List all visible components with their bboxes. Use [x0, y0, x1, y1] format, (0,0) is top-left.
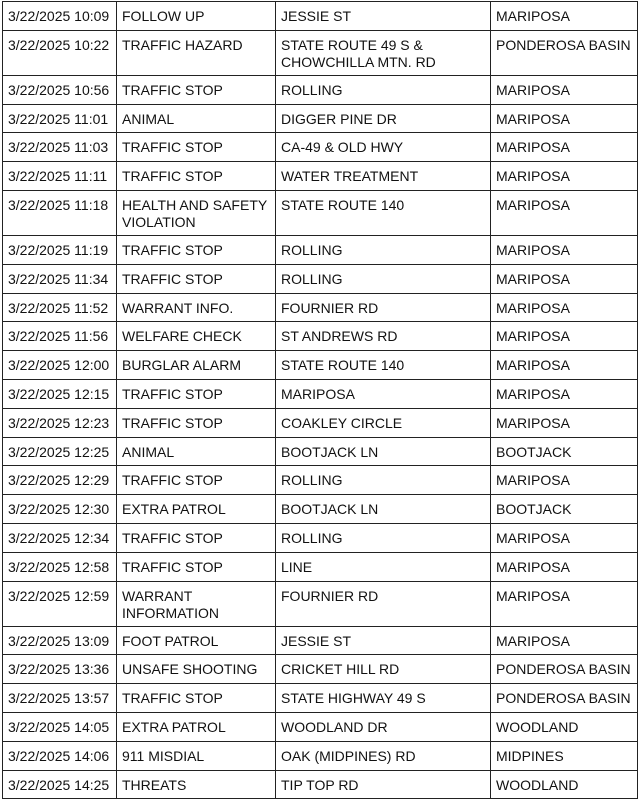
- area-cell: MARIPOSA: [491, 626, 638, 655]
- table-row: [3, 408, 638, 437]
- table-row: [3, 655, 638, 684]
- call-type-cell: 911 MISDIAL: [117, 741, 276, 770]
- datetime-cell: 3/22/2025 12:23: [3, 408, 117, 437]
- call-type-cell: BURGLAR ALARM: [117, 351, 276, 380]
- area-cell: MARIPOSA: [491, 351, 638, 380]
- call-type-cell: TRAFFIC STOP: [117, 684, 276, 713]
- area-cell: PONDEROSA BASIN: [491, 655, 638, 684]
- datetime-cell: 3/22/2025 12:29: [3, 466, 117, 495]
- location-cell: CRICKET HILL RD: [276, 655, 491, 684]
- datetime-cell: 3/22/2025 13:57: [3, 684, 117, 713]
- call-type-cell: TRAFFIC STOP: [117, 523, 276, 552]
- area-cell: WOODLAND: [491, 712, 638, 741]
- datetime-cell: 3/22/2025 11:03: [3, 133, 117, 162]
- table-row: [3, 495, 638, 524]
- call-type-cell: TRAFFIC STOP: [117, 379, 276, 408]
- location-cell: WOODLAND DR: [276, 712, 491, 741]
- area-cell: MARIPOSA: [491, 581, 638, 626]
- table-row: [3, 264, 638, 293]
- datetime-cell: 3/22/2025 11:34: [3, 264, 117, 293]
- area-cell: MARIPOSA: [491, 2, 638, 31]
- area-cell: MARIPOSA: [491, 235, 638, 264]
- table-row: [3, 741, 638, 770]
- table-row: [3, 235, 638, 264]
- call-type-cell: TRAFFIC STOP: [117, 466, 276, 495]
- table-row: [3, 351, 638, 380]
- table-row: [3, 30, 638, 75]
- call-type-cell: HEALTH AND SAFETY VIOLATION: [117, 190, 276, 235]
- location-cell: OAK (MIDPINES) RD: [276, 741, 491, 770]
- location-cell: BOOTJACK LN: [276, 495, 491, 524]
- area-cell: MARIPOSA: [491, 379, 638, 408]
- location-cell: ROLLING: [276, 235, 491, 264]
- call-type-cell: TRAFFIC STOP: [117, 408, 276, 437]
- area-cell: MARIPOSA: [491, 408, 638, 437]
- area-cell: MARIPOSA: [491, 133, 638, 162]
- datetime-cell: 3/22/2025 12:25: [3, 437, 117, 466]
- table-row: [3, 162, 638, 191]
- table-row: [3, 552, 638, 581]
- call-type-cell: WARRANT INFO.: [117, 293, 276, 322]
- call-type-cell: TRAFFIC HAZARD: [117, 30, 276, 75]
- datetime-cell: 3/22/2025 11:11: [3, 162, 117, 191]
- call-type-cell: EXTRA PATROL: [117, 495, 276, 524]
- datetime-cell: 3/22/2025 12:59: [3, 581, 117, 626]
- datetime-cell: 3/22/2025 14:25: [3, 770, 117, 799]
- location-cell: TIP TOP RD: [276, 770, 491, 799]
- area-cell: PONDEROSA BASIN: [491, 30, 638, 75]
- datetime-cell: 3/22/2025 12:00: [3, 351, 117, 380]
- table-row: [3, 379, 638, 408]
- call-type-cell: THREATS: [117, 770, 276, 799]
- area-cell: MARIPOSA: [491, 552, 638, 581]
- call-type-cell: TRAFFIC STOP: [117, 133, 276, 162]
- table-row: [3, 437, 638, 466]
- table-row: [3, 581, 638, 626]
- datetime-cell: 3/22/2025 12:30: [3, 495, 117, 524]
- datetime-cell: 3/22/2025 12:15: [3, 379, 117, 408]
- location-cell: ROLLING: [276, 75, 491, 104]
- call-type-cell: TRAFFIC STOP: [117, 235, 276, 264]
- call-type-cell: EXTRA PATROL: [117, 712, 276, 741]
- call-type-cell: UNSAFE SHOOTING: [117, 655, 276, 684]
- call-type-cell: FOLLOW UP: [117, 2, 276, 31]
- location-cell: STATE ROUTE 140: [276, 190, 491, 235]
- table-row: [3, 104, 638, 133]
- location-cell: WATER TREATMENT: [276, 162, 491, 191]
- datetime-cell: 3/22/2025 11:52: [3, 293, 117, 322]
- datetime-cell: 3/22/2025 10:09: [3, 2, 117, 31]
- datetime-cell: 3/22/2025 11:56: [3, 322, 117, 351]
- area-cell: MARIPOSA: [491, 162, 638, 191]
- datetime-cell: 3/22/2025 11:18: [3, 190, 117, 235]
- call-type-cell: ANIMAL: [117, 437, 276, 466]
- area-cell: WOODLAND: [491, 770, 638, 799]
- area-cell: MARIPOSA: [491, 264, 638, 293]
- datetime-cell: 3/22/2025 12:34: [3, 523, 117, 552]
- table-row: [3, 75, 638, 104]
- table-row: [3, 770, 638, 799]
- table-row: [3, 712, 638, 741]
- datetime-cell: 3/22/2025 11:19: [3, 235, 117, 264]
- area-cell: BOOTJACK: [491, 437, 638, 466]
- table-row: [3, 293, 638, 322]
- call-type-cell: TRAFFIC STOP: [117, 264, 276, 293]
- table-row: [3, 133, 638, 162]
- location-cell: CA-49 & OLD HWY: [276, 133, 491, 162]
- table-row: [3, 626, 638, 655]
- location-cell: COAKLEY CIRCLE: [276, 408, 491, 437]
- location-cell: STATE ROUTE 49 S & CHOWCHILLA MTN. RD: [276, 30, 491, 75]
- incident-log-table: [2, 1, 638, 799]
- call-type-cell: TRAFFIC STOP: [117, 162, 276, 191]
- datetime-cell: 3/22/2025 14:05: [3, 712, 117, 741]
- datetime-cell: 3/22/2025 12:58: [3, 552, 117, 581]
- area-cell: MARIPOSA: [491, 523, 638, 552]
- location-cell: BOOTJACK LN: [276, 437, 491, 466]
- location-cell: DIGGER PINE DR: [276, 104, 491, 133]
- area-cell: PONDEROSA BASIN: [491, 684, 638, 713]
- area-cell: MARIPOSA: [491, 322, 638, 351]
- table-row: [3, 2, 638, 31]
- datetime-cell: 3/22/2025 11:01: [3, 104, 117, 133]
- call-type-cell: TRAFFIC STOP: [117, 552, 276, 581]
- call-type-cell: TRAFFIC STOP: [117, 75, 276, 104]
- location-cell: JESSIE ST: [276, 2, 491, 31]
- location-cell: ROLLING: [276, 523, 491, 552]
- datetime-cell: 3/22/2025 13:36: [3, 655, 117, 684]
- datetime-cell: 3/22/2025 10:22: [3, 30, 117, 75]
- area-cell: MARIPOSA: [491, 466, 638, 495]
- datetime-cell: 3/22/2025 10:56: [3, 75, 117, 104]
- location-cell: ST ANDREWS RD: [276, 322, 491, 351]
- call-type-cell: FOOT PATROL: [117, 626, 276, 655]
- location-cell: FOURNIER RD: [276, 293, 491, 322]
- location-cell: STATE ROUTE 140: [276, 351, 491, 380]
- area-cell: MARIPOSA: [491, 104, 638, 133]
- table-row: [3, 466, 638, 495]
- location-cell: LINE: [276, 552, 491, 581]
- location-cell: STATE HIGHWAY 49 S: [276, 684, 491, 713]
- location-cell: ROLLING: [276, 264, 491, 293]
- call-type-cell: WARRANT INFORMATION: [117, 581, 276, 626]
- area-cell: MARIPOSA: [491, 293, 638, 322]
- location-cell: FOURNIER RD: [276, 581, 491, 626]
- datetime-cell: 3/22/2025 13:09: [3, 626, 117, 655]
- table-row: [3, 190, 638, 235]
- call-type-cell: WELFARE CHECK: [117, 322, 276, 351]
- call-type-cell: ANIMAL: [117, 104, 276, 133]
- area-cell: MIDPINES: [491, 741, 638, 770]
- table-row: [3, 523, 638, 552]
- location-cell: ROLLING: [276, 466, 491, 495]
- location-cell: JESSIE ST: [276, 626, 491, 655]
- area-cell: MARIPOSA: [491, 75, 638, 104]
- area-cell: MARIPOSA: [491, 190, 638, 235]
- datetime-cell: 3/22/2025 14:06: [3, 741, 117, 770]
- location-cell: MARIPOSA: [276, 379, 491, 408]
- table-row: [3, 684, 638, 713]
- area-cell: BOOTJACK: [491, 495, 638, 524]
- table-row: [3, 322, 638, 351]
